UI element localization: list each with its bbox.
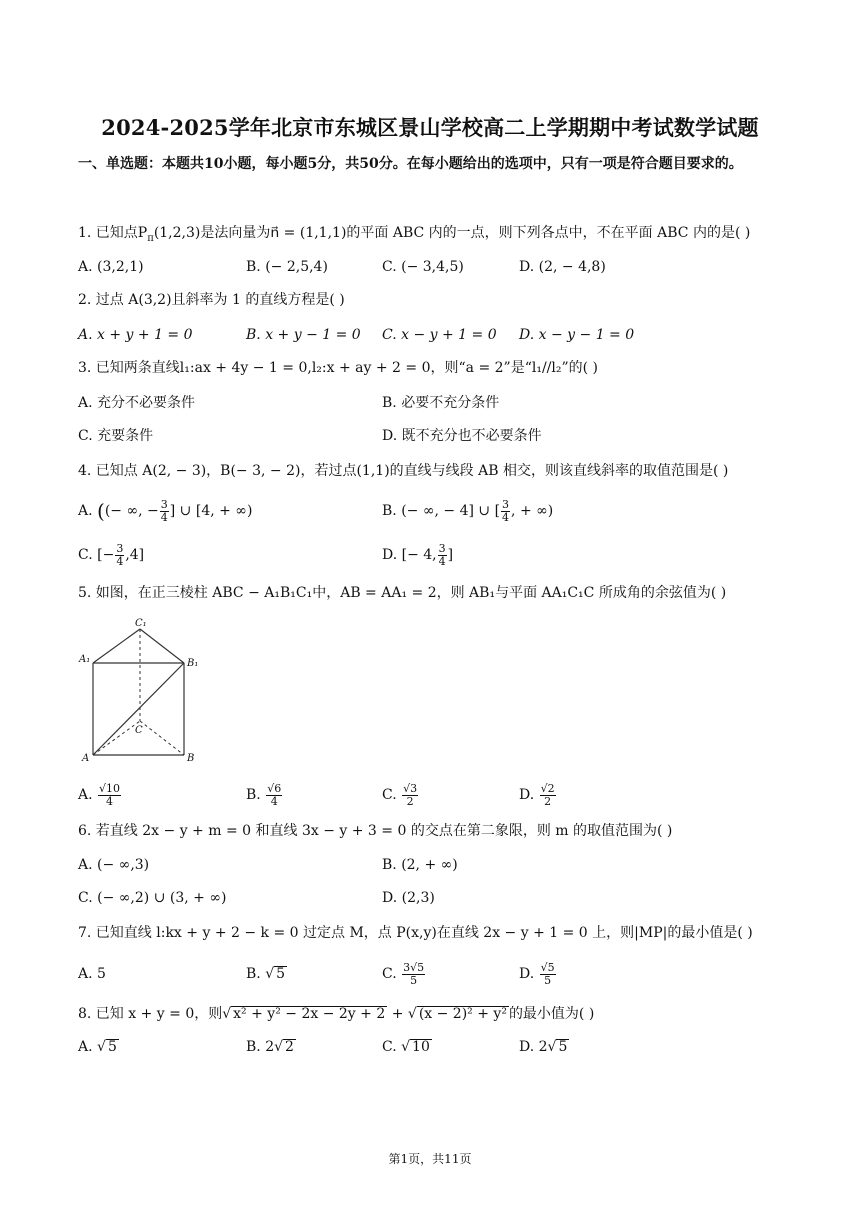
fraction: [266, 783, 282, 808]
q5-option-a: [78, 780, 122, 810]
label-c1: C₁: [135, 618, 147, 629]
section-heading: 一、单选题：本题共10小题，每小题5分，共50分。在每小题给出的选项中，只有一项是符合题目要求的。: [78, 156, 743, 172]
q5-option-c: [382, 780, 419, 810]
q3-option-a: A. 充分不必要条件: [78, 395, 196, 411]
q4-c-part1: C. [−: [78, 547, 115, 563]
q7-b-prefix: B. √: [246, 966, 275, 982]
q2-option-d: D. x − y − 1 = 0: [519, 327, 635, 343]
edge-a1c1: [93, 629, 140, 663]
q8-option-a: [78, 1036, 119, 1058]
q8-b-prefix: B. 2√: [246, 1039, 284, 1055]
fraction-numerator: √5: [540, 960, 555, 974]
q7-option-a: A. 5: [78, 966, 106, 982]
q5-option-b: [246, 780, 283, 810]
page-footer: 第1页，共11页: [388, 1152, 472, 1166]
hidden-edge-ac: [93, 721, 140, 755]
question-4: 4. 已知点 A(2, − 3)，B(− 3, − 2)，若过点(1,1)的直线与线段 AB 相交，则该直线斜率的取值范围是( ): [78, 463, 729, 479]
q7-d-prefix: D.: [519, 966, 539, 982]
q8-text-part2: 的最小值为( ): [508, 1006, 595, 1022]
q5-a-prefix: A.: [78, 787, 98, 803]
q3-option-d: D. 既不充分也不必要条件: [382, 428, 542, 444]
q4-a-paren: (: [97, 499, 105, 523]
radicand: 5: [276, 966, 286, 982]
q8-option-b: [246, 1036, 296, 1058]
q1-option-d: D. (2, − 4,8): [519, 259, 606, 275]
fraction: [98, 783, 121, 808]
q4-option-d: [382, 541, 453, 569]
q8-text-part1: 8. 已知 x + y = 0，则: [78, 1006, 223, 1022]
radicand: 2: [285, 1039, 294, 1055]
fraction-numerator: √3: [403, 781, 418, 795]
q6-option-b: B. (2, + ∞): [382, 857, 458, 873]
q4-option-c: [78, 541, 144, 569]
question-8: [78, 1002, 594, 1026]
fraction-numerator: 3: [502, 497, 510, 511]
q7-c-prefix: C.: [382, 966, 402, 982]
q6-option-c: C. (− ∞,2) ∪ (3, + ∞): [78, 890, 227, 906]
triangular-prism-figure: [78, 615, 208, 765]
fraction: [402, 783, 418, 808]
fraction-denominator: 2: [406, 794, 414, 808]
fraction-numerator: 3: [438, 541, 446, 555]
hidden-edge-cb: [140, 721, 184, 755]
q8-option-d: [519, 1036, 569, 1058]
question-1: [78, 222, 750, 244]
q4-d-part2: ]: [447, 547, 454, 563]
radicand: x² + y² − 2x − 2y + 2: [233, 1006, 386, 1022]
fraction-denominator: 4: [502, 510, 510, 524]
q1-option-a: A. (3,2,1): [78, 259, 144, 275]
q4-a-part1: (− ∞, −: [104, 503, 159, 519]
question-3: 3. 已知两条直线l₁:ax + 4y − 1 = 0,l₂:x + ay + 2 = 0，则“a = 2”是“l₁//l₂”的( ): [78, 360, 598, 376]
radicand: 5: [558, 1039, 568, 1055]
label-b: B: [187, 753, 195, 764]
q5-d-prefix: D.: [519, 787, 539, 803]
label-b1: B₁: [187, 658, 199, 669]
q1-text-part1: 1. 已知点P: [78, 225, 148, 241]
q2-option-a: A. x + y + 1 = 0: [78, 327, 193, 343]
fraction: [540, 962, 556, 987]
q7-option-d: [519, 960, 557, 988]
q7-option-b: [246, 960, 287, 988]
q4-option-a: [78, 497, 252, 525]
fraction-numerator: √2: [540, 781, 555, 795]
radicand: (x − 2)² + y²: [418, 1006, 507, 1022]
fraction: [402, 962, 425, 987]
q6-option-d: D. (2,3): [382, 890, 435, 906]
diagonal-ab1: [93, 663, 184, 755]
fraction: [160, 499, 169, 524]
q1-option-c: C. (− 3,4,5): [382, 259, 464, 275]
fraction-denominator: 4: [270, 794, 278, 808]
q8-plus: +: [387, 1006, 408, 1022]
q1-text-part2: (1,2,3)是法向量为n⃗ = (1,1,1)的平面 ABC 内的一点，则下列各点中，不在平面 ABC 内的是( ): [153, 225, 751, 241]
q8-option-c: [382, 1036, 432, 1058]
q8-c-prefix: C. √: [382, 1039, 411, 1055]
q4-option-b: [382, 497, 553, 525]
q2-option-b: B. x + y − 1 = 0: [246, 327, 361, 343]
q4-d-part1: D. [− 4,: [382, 547, 437, 563]
q8-a-prefix: A. √: [78, 1039, 106, 1055]
q1-option-b: B. (− 2,5,4): [246, 259, 328, 275]
sqrt-sign: √: [222, 1006, 232, 1022]
q4-a-part2: ] ∪ [4, + ∞): [169, 503, 253, 519]
fraction-denominator: 2: [544, 794, 552, 808]
q8-d-prefix: D. 2√: [519, 1039, 557, 1055]
fraction-numerator: 3: [116, 541, 124, 555]
fraction: [501, 499, 510, 524]
label-c: C: [135, 725, 143, 736]
q6-option-a: A. (− ∞,3): [78, 857, 150, 873]
fraction: [540, 783, 556, 808]
q1-subscript: π: [147, 232, 154, 244]
question-2: 2. 过点 A(3,2)且斜率为 1 的直线方程是( ): [78, 292, 345, 308]
q4-a-prefix: A.: [78, 503, 98, 519]
q4-b-part2: , + ∞): [511, 503, 554, 519]
edge-c1b1: [140, 629, 184, 663]
fraction-denominator: 4: [438, 554, 446, 568]
fraction-denominator: 5: [544, 973, 552, 987]
fraction-numerator: 3√5: [403, 960, 425, 974]
sqrt-sign: √: [407, 1006, 417, 1022]
q5-b-prefix: B.: [246, 787, 266, 803]
radicand: 5: [107, 1039, 117, 1055]
page-title: 2024-2025学年北京市东城区景山学校高二上学期期中考试数学试题: [101, 115, 759, 140]
fraction: [438, 543, 447, 568]
question-6: 6. 若直线 2x − y + m = 0 和直线 3x − y + 3 = 0 的交点在第二象限，则 m 的取值范围为( ): [78, 823, 673, 839]
fraction-denominator: 4: [116, 554, 124, 568]
q3-option-b: B. 必要不充分条件: [382, 395, 500, 411]
fraction: [115, 543, 124, 568]
q5-option-d: [519, 780, 557, 810]
q4-c-part2: ,4]: [125, 547, 145, 563]
q4-b-part1: B. (− ∞, − 4] ∪ [: [382, 503, 501, 519]
radicand: 10: [412, 1039, 430, 1055]
question-7: 7. 已知直线 l:kx + y + 2 − k = 0 过定点 M，点 P(x,y)在直线 2x − y + 1 = 0 上，则|MP|的最小值是( ): [78, 925, 753, 941]
fraction-denominator: 4: [160, 510, 168, 524]
fraction-numerator: √10: [99, 781, 121, 795]
question-5: 5. 如图，在正三棱柱 ABC − A₁B₁C₁中，AB = AA₁ = 2，则 AB₁与平面 AA₁C₁C 所成角的余弦值为( ): [78, 585, 727, 601]
q3-option-c: C. 充要条件: [78, 428, 154, 444]
fraction-denominator: 4: [106, 794, 114, 808]
label-a: A: [82, 753, 90, 764]
q7-option-c: [382, 960, 426, 988]
q5-c-prefix: C.: [382, 787, 402, 803]
label-a1: A₁: [79, 654, 91, 665]
q2-option-c: C. x − y + 1 = 0: [382, 327, 497, 343]
fraction-numerator: 3: [160, 497, 168, 511]
fraction-numerator: √6: [267, 781, 282, 795]
fraction-denominator: 5: [410, 973, 418, 987]
